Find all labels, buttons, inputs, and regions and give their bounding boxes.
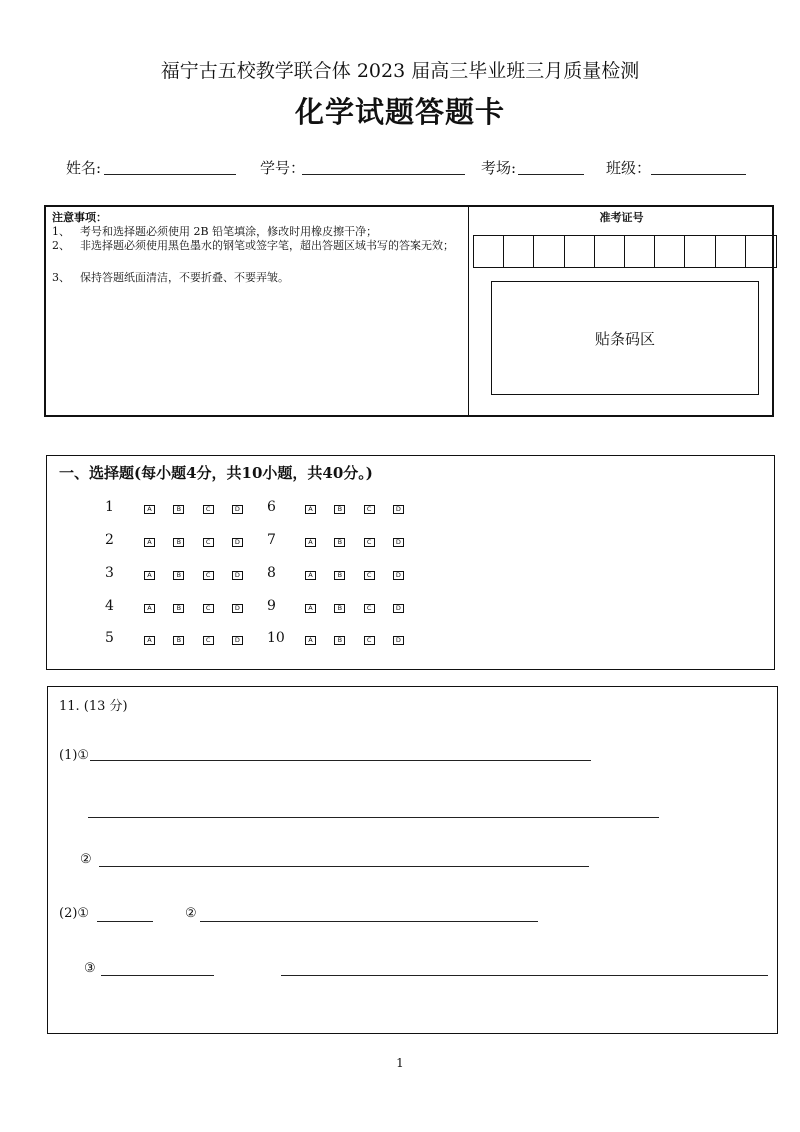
- ticket-digit-cell[interactable]: [716, 236, 746, 267]
- answer-line[interactable]: [97, 921, 153, 922]
- question-number: 2: [105, 532, 114, 548]
- option-bubble-c[interactable]: C: [203, 604, 214, 613]
- answer-line[interactable]: [101, 975, 214, 976]
- option-bubble-d[interactable]: D: [393, 636, 404, 645]
- page-number: 1: [396, 1056, 404, 1070]
- option-bubble-b[interactable]: B: [334, 505, 345, 514]
- notice-item-text: 保持答题纸面清洁，不要折叠、不要弄皱。: [80, 271, 289, 284]
- student-id-label: 学号：: [260, 159, 306, 177]
- option-bubble-a[interactable]: A: [305, 604, 316, 613]
- choice-section: [46, 455, 775, 670]
- option-bubble-c[interactable]: C: [203, 636, 214, 645]
- notice-item-number: 3、: [52, 271, 70, 284]
- class-label: 班级：: [606, 159, 652, 177]
- notice-title: 注意事项：: [52, 211, 107, 224]
- notice-item-number: 2、: [52, 239, 70, 252]
- answer-line[interactable]: [88, 817, 659, 818]
- question-number: 1: [105, 499, 114, 515]
- option-bubble-c[interactable]: C: [364, 571, 375, 580]
- exam-room-label: 考场:: [481, 159, 517, 177]
- part1-label: (1)①: [59, 748, 90, 763]
- option-bubble-d[interactable]: D: [393, 505, 404, 514]
- answer-line[interactable]: [90, 760, 591, 761]
- ticket-digit-cell[interactable]: [474, 236, 504, 267]
- question-number: 10: [267, 630, 285, 646]
- option-bubble-b[interactable]: B: [173, 604, 184, 613]
- notice-item: [52, 239, 462, 267]
- barcode-label: 贴条码区: [594, 329, 655, 348]
- name-label: 姓名:: [66, 159, 102, 177]
- option-bubble-a[interactable]: A: [305, 505, 316, 514]
- option-bubble-b[interactable]: B: [334, 636, 345, 645]
- option-bubble-d[interactable]: D: [393, 538, 404, 547]
- ticket-digit-cell[interactable]: [595, 236, 625, 267]
- question-number: 7: [267, 532, 276, 548]
- student-id-field[interactable]: [302, 174, 465, 175]
- ticket-digit-cell[interactable]: [685, 236, 715, 267]
- notice-item-text: 考号和选择题必须使用 2B 铅笔填涂，修改时用橡皮擦干净；: [80, 225, 378, 238]
- option-bubble-d[interactable]: D: [393, 571, 404, 580]
- option-bubble-a[interactable]: A: [144, 538, 155, 547]
- option-bubble-c[interactable]: C: [203, 538, 214, 547]
- option-bubble-d[interactable]: D: [232, 505, 243, 514]
- ticket-digit-cell[interactable]: [746, 236, 776, 267]
- option-bubble-c[interactable]: C: [364, 505, 375, 514]
- option-bubble-a[interactable]: A: [144, 505, 155, 514]
- option-bubble-b[interactable]: B: [334, 604, 345, 613]
- ticket-digit-cell[interactable]: [625, 236, 655, 267]
- option-bubble-b[interactable]: B: [173, 505, 184, 514]
- answer-line[interactable]: [281, 975, 768, 976]
- option-bubble-a[interactable]: A: [144, 636, 155, 645]
- question-number: 4: [105, 598, 114, 614]
- option-bubble-a[interactable]: A: [305, 538, 316, 547]
- notice-box: [44, 205, 774, 417]
- option-bubble-b[interactable]: B: [334, 538, 345, 547]
- part1-sub2-label: ②: [80, 852, 92, 867]
- option-bubble-d[interactable]: D: [393, 604, 404, 613]
- option-bubble-b[interactable]: B: [173, 538, 184, 547]
- question-number: 3: [105, 565, 114, 581]
- question-number: 8: [267, 565, 276, 581]
- option-bubble-d[interactable]: D: [232, 538, 243, 547]
- question-number: 6: [267, 499, 276, 515]
- exam-room-field[interactable]: [518, 174, 584, 175]
- option-bubble-d[interactable]: D: [232, 571, 243, 580]
- option-bubble-a[interactable]: A: [305, 571, 316, 580]
- question-11-section: [47, 686, 778, 1034]
- ticket-number-grid: [473, 235, 777, 268]
- notice-item: [52, 225, 462, 239]
- question-11-header: 11. (13 分): [59, 699, 128, 714]
- part2-sub2-label: ②: [185, 906, 197, 921]
- option-bubble-a[interactable]: A: [144, 604, 155, 613]
- option-bubble-b[interactable]: B: [334, 571, 345, 580]
- option-bubble-a[interactable]: A: [144, 571, 155, 580]
- choice-section-title: 一、选择题(每小题4分，共10小题，共40分。): [59, 464, 373, 482]
- option-bubble-d[interactable]: D: [232, 604, 243, 613]
- exam-subtitle: 福宁古五校教学联合体 2023 届高三毕业班三月质量检测: [160, 60, 640, 82]
- notice-divider: [468, 207, 469, 415]
- ticket-digit-cell[interactable]: [565, 236, 595, 267]
- ticket-digit-cell[interactable]: [504, 236, 534, 267]
- option-bubble-c[interactable]: C: [364, 604, 375, 613]
- part2-sub3-label: ③: [84, 961, 96, 976]
- page-title: 化学试题答题卡: [294, 95, 505, 129]
- question-number: 9: [267, 598, 276, 614]
- part2-label: (2)①: [59, 906, 90, 921]
- ticket-title: 准考证号: [599, 211, 644, 224]
- ticket-digit-cell[interactable]: [655, 236, 685, 267]
- ticket-digit-cell[interactable]: [534, 236, 564, 267]
- option-bubble-b[interactable]: B: [173, 636, 184, 645]
- option-bubble-a[interactable]: A: [305, 636, 316, 645]
- option-bubble-c[interactable]: C: [364, 538, 375, 547]
- class-field[interactable]: [651, 174, 746, 175]
- question-number: 5: [105, 630, 114, 646]
- notice-item-text: 非选择题必须使用黑色墨水的钢笔或签字笔，超出答题区域书写的答案无效；: [80, 239, 454, 252]
- option-bubble-c[interactable]: C: [203, 571, 214, 580]
- option-bubble-d[interactable]: D: [232, 636, 243, 645]
- name-field[interactable]: [104, 174, 236, 175]
- option-bubble-c[interactable]: C: [203, 505, 214, 514]
- notice-item-number: 1、: [52, 225, 70, 238]
- answer-line[interactable]: [200, 921, 538, 922]
- barcode-area: [491, 281, 759, 395]
- option-bubble-b[interactable]: B: [173, 571, 184, 580]
- option-bubble-c[interactable]: C: [364, 636, 375, 645]
- answer-line[interactable]: [99, 866, 589, 867]
- notice-item: [52, 271, 462, 285]
